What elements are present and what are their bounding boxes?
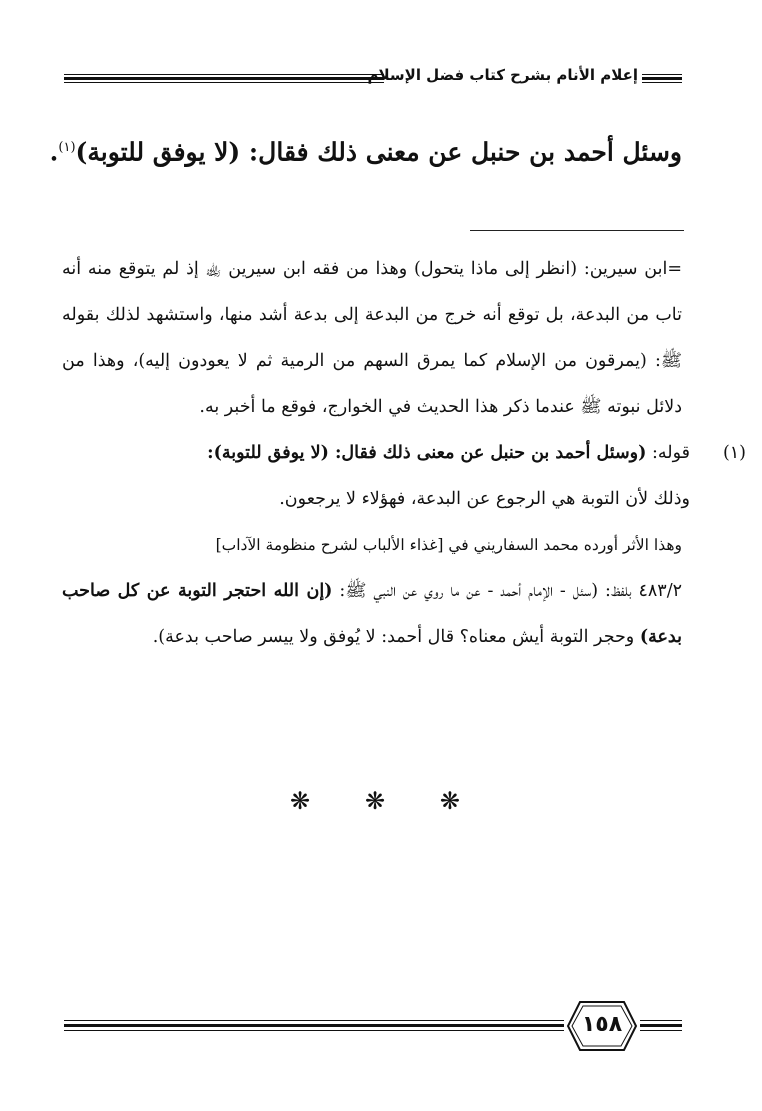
source-intro: وهذا الأثر أورده محمد السفاريني في [غذاء الألباب لشرح منظومة الآداب] bbox=[215, 536, 682, 554]
header-rule-left bbox=[64, 74, 384, 84]
source-citation bbox=[62, 568, 682, 660]
page-number-frame bbox=[566, 1000, 638, 1052]
footnote-body bbox=[62, 430, 690, 522]
running-header bbox=[64, 66, 682, 92]
section-ornaments bbox=[290, 786, 460, 816]
footer-rule-left bbox=[64, 1020, 564, 1032]
footnote-continuation: =ابن سيرين: (انظر إلى ماذا يتحول) وهذا من فقه ابن سيرين ﵀ إذ لم يتوقع منه أنه تاب من البدعة، بل توقع أنه خرج من البدعة إلى بدعة أشد منها، واستشهد لذلك بقوله ﷺ: (يمرقون من الإسلام كما يمرق السهم من الرمية ثم لا يعودون إليه)، وهذا من دلائل نبوته ﷺ عندما ذكر هذا الحديث في الخوارج، فوقع ما أخبر به. bbox=[62, 259, 682, 417]
footnote-marker: (١) bbox=[722, 443, 746, 463]
footnote-reference: (١) bbox=[58, 140, 76, 155]
after-hadith: وحجر التوبة أيش معناه؟ قال أحمد: لا يُوفق ولا ييسر صاحب بدعة). bbox=[152, 627, 640, 647]
main-sentence: وسئل أحمد بن حنبل عن معنى ذلك فقال: (لا يوفق للتوبة) bbox=[75, 137, 682, 167]
end-mark: . bbox=[49, 137, 59, 167]
footnotes bbox=[62, 246, 746, 660]
footnote-separator bbox=[470, 230, 684, 231]
ornament-star-icon: ❋ bbox=[290, 787, 311, 815]
running-title: إعلام الأنام بشرح كتاب فضل الإسلام bbox=[367, 66, 638, 84]
ornament-star-icon: ❋ bbox=[364, 787, 386, 815]
source-ref: ٤٨٣/٢ بلفظ: (سئل - الإمام أحمد - عن ما روي عن النبي ﷺ: bbox=[332, 581, 682, 601]
main-text bbox=[49, 128, 682, 172]
hadith-text: (إن الله احتجر التوبة عن كل صاحب بدعة) bbox=[62, 581, 682, 647]
page-footer bbox=[64, 1000, 682, 1054]
ornament-star-icon: ❋ bbox=[439, 787, 460, 815]
footer-rule-right bbox=[640, 1020, 682, 1032]
footnote-quote: (وسئل أحمد بن حنبل عن معنى ذلك فقال: (لا يوفق للتوبة): bbox=[207, 443, 647, 463]
page-number: ١٥٨ bbox=[581, 1012, 623, 1037]
footnote-1 bbox=[62, 430, 746, 522]
footnote-lead: قوله: bbox=[646, 443, 690, 463]
footnote-quote-line bbox=[62, 430, 690, 476]
header-rule-right bbox=[642, 74, 682, 84]
footnote-explanation: وذلك لأن التوبة هي الرجوع عن البدعة، فهؤلاء لا يرجعون. bbox=[279, 489, 690, 509]
